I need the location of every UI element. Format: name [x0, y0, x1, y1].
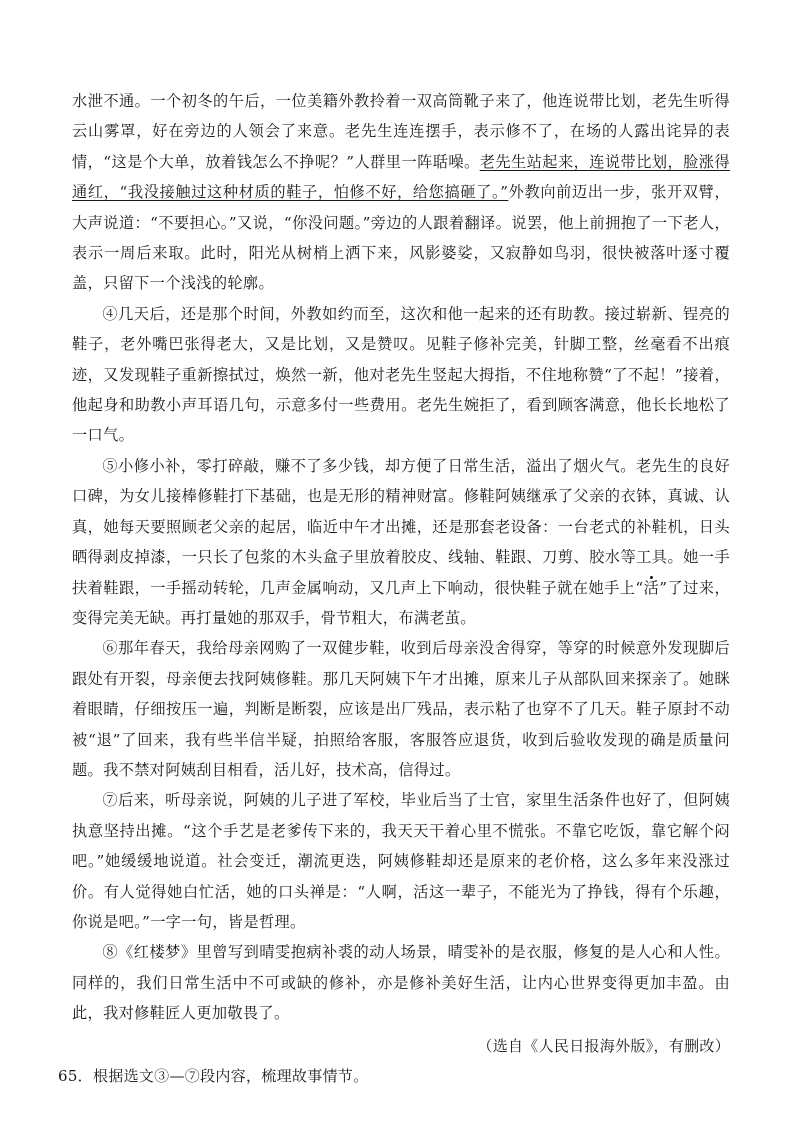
source-citation: （选自《人民日报海外版》，有删改）: [477, 1036, 730, 1055]
paragraph-4: ④几天后，还是那个时间，外教如约而至，这次和他一起来的还有助教。接过崭新、锃亮的鞋子，老外嘴巴张得老大，又是比划，又是赞叹。见鞋子修补完美，针脚工整，丝毫看不出痕迹，又发现鞋子重新擦拭过，焕然一新，他对老先生竖起大拇指，不住地称赞“了不起！”接着，他起身和助教小声耳语几句，示意多付一些费用。老先生婉拒了，看到顾客满意，他长长地松了一口气。: [72, 304, 730, 445]
paragraph-3-continued: [72, 86, 730, 299]
paragraph-5-text-a: ⑤小修小补，零打碎敲，赚不了多少钱，却方便了日常生活，溢出了烟火气。老先生的良好口碑，为女儿接棒修鞋打下基础，也是无形的精神财富。修鞋阿姨继承了父亲的衣钵，真诚、认真，她每天要照顾老父亲的起居，临近中午才出摊，还是那套老设备：一台老式的补鞋机，日头晒得剥皮掉漆，一只长了包浆的木头盒子里放着胶皮、线轴、鞋跟、刀剪、胶水等工具。她一手扶着鞋跟，一手摇动转轮，几声金属响动，又几声上下响动，很快鞋子就在她手上“: [72, 456, 730, 597]
emphasis-dotted-character: 活: [643, 578, 660, 597]
question-65: 65．根据选文③—⑦段内容，梳理故事情节。: [58, 1067, 369, 1085]
paragraph-5-text-b: ”了过来，变得完美无缺。再打量她的那双手，骨节粗大，布满老茧。: [72, 578, 730, 627]
paragraph-6: ⑥那年春天，我给母亲网购了一双健步鞋，收到后母亲没舍得穿，等穿的时候意外发现脚后跟处有开裂，母亲便去找阿姨修鞋。那几天阿姨下午才出摊，原来儿子从部队回来探亲了。她眯着眼睛，仔细按压一遍，判断是断裂，应该是出厂残品，表示粘了也穿不了几天。鞋子原封不动被“退”了回来，我有些半信半疑，拍照给客服，客服答应退货，收到后验收发现的确是质量问题。我不禁对阿姨刮目相看，活儿好，技术高，信得过。: [72, 639, 730, 779]
paragraph-7: ⑦后来，听母亲说，阿姨的儿子进了军校，毕业后当了士官，家里生活条件也好了，但阿姨执意坚持出摊。“这个手艺是老爹传下来的，我天天干着心里不慌张。不靠它吃饭，靠它解个闷吧。”她缓缓地说道。社会变迁，潮流更迭，阿姨修鞋却还是原来的老价格，这么多年来没涨过价。有人觉得她白忙活，她的口头禅是：“人啊，活这一辈子，不能光为了挣钱，得有个乐趣，你说是吧。”一字一句，皆是哲理。: [72, 791, 730, 931]
paragraph-3-text-a: 水泄不通。一个初冬的午后，一位美籍外教拎着一双高筒靴子来了，他连说带比划，老先生听得云山雾罩，好在旁边的人领会了来意。老先生连连摆手，表示修不了，在场的人露出诧异的表情，“这是个大单，放着钱怎么不挣呢？”人群里一阵聒噪。: [72, 92, 730, 171]
underlined-sentence: 老先生站起来，连说带比划，脸涨得通红，“我没接触过这种材质的鞋子，怕修不好，给您搞砸了。”: [72, 152, 730, 202]
document-page: [58, 86, 730, 1091]
paragraph-3-text-b: 外教向前迈出一步，张开双臂，大声说道：“不要担心。”又说，“你没问题。”旁边的人跟着翻译。说罢，他上前拥抱了一下老人，表示一周后来取。此时，阳光从树梢上洒下来，风影婆娑，又寂静如鸟羽，很快被落叶逐寸覆盖，只留下一个浅浅的轮廓。: [72, 183, 730, 293]
paragraph-8: ⑧《红楼梦》里曾写到晴雯抱病补裘的动人场景，晴雯补的是衣服，修复的是人心和人性。同样的，我们日常生活中不可或缺的修补，亦是修补美好生活，让内心世界变得更加丰盈。由此，我对修鞋匠人更加敬畏了。: [72, 943, 730, 1023]
paragraph-5: [72, 451, 730, 633]
